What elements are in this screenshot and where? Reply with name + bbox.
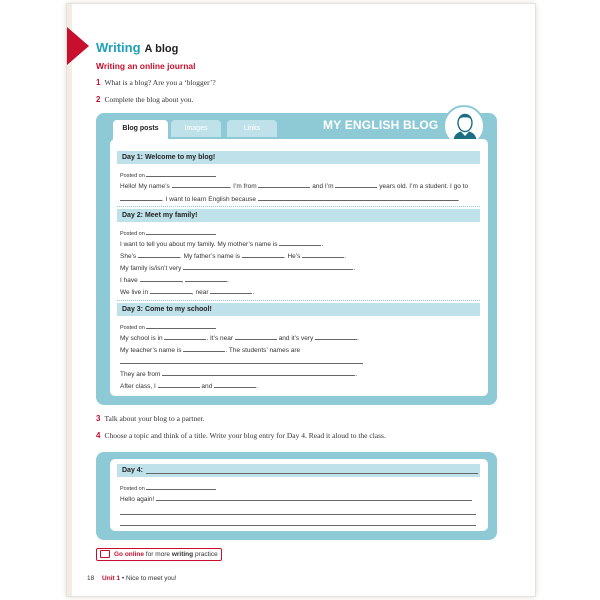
day2-line3: My family is/isn’t very . [120,265,356,272]
tab-blog-posts[interactable]: Blog posts [113,120,168,140]
from-where-blank[interactable] [162,370,355,376]
school-in-blank[interactable] [164,334,206,340]
day2-line1: I want to tell you about my family. My mother’s name is . [120,241,324,248]
page-footer: 18 Unit 1 • Nice to meet you! [87,575,177,582]
day1-date-blank[interactable] [146,171,216,177]
day2-date-blank[interactable] [146,229,216,235]
have-blank-1[interactable] [140,276,182,282]
after-class-blank-2[interactable] [214,382,256,388]
unit-label: Unit 1 [102,575,121,582]
day4-greeting: Hello again! [120,495,472,503]
divider [117,206,480,207]
day1-heading: Day 1: Welcome to my blog! [117,151,480,164]
school-blank[interactable] [120,195,162,201]
name-blank[interactable] [172,182,230,188]
day1-line2: . I want to learn English because . [120,195,460,203]
day2-posted: Posted on [120,229,216,237]
day3-posted: Posted on [120,323,216,331]
day4-heading: Day 4: [117,464,480,477]
day3-line2: My teacher’s name is . The students’ names are [120,347,301,354]
online-icon [100,550,110,558]
school-near-blank[interactable] [235,334,277,340]
day2-line4: I have , . [120,277,229,284]
day3-line5: After class, I and . [120,383,258,390]
near-blank[interactable] [210,288,252,294]
day4-line-2[interactable] [120,514,476,515]
day1-posted: Posted on [120,171,216,179]
day4-posted: Posted on [120,484,216,492]
unit-title: Nice to meet you! [126,575,177,582]
he-blank[interactable] [302,252,344,258]
day3-line4: They are from . [120,371,358,378]
day4-date-blank[interactable] [146,484,216,490]
day1-line1: Hello! My name’s . I’m from and I’m years old. I’m a student. I go to [120,183,469,190]
page-edge [67,4,72,596]
family-blank[interactable] [183,264,353,270]
day4-line-1[interactable] [156,495,472,501]
day4-title-blank[interactable] [146,473,478,474]
page-title [96,40,178,55]
section-flag [67,27,89,65]
question-2: 2 Complete the blog about you. [96,95,194,104]
section-label: Writing [96,40,141,55]
from-blank[interactable] [258,182,310,188]
have-blank-2[interactable] [185,276,227,282]
divider [117,300,480,301]
day2-line2: She’s . My father’s name is . He’s . [120,253,346,260]
age-blank[interactable] [335,182,377,188]
question-1: 1 What is a blog? Are you a ‘blogger’? [96,78,216,87]
go-online-link[interactable]: Go online for more writing practice [96,548,222,561]
day2-heading: Day 2: Meet my family! [117,209,480,222]
live-blank[interactable] [150,288,192,294]
teacher-blank[interactable] [183,346,225,352]
blog-title: MY ENGLISH BLOG [323,118,439,132]
topic-label: A blog [144,43,179,55]
reason-blank[interactable] [258,195,458,201]
day3-line1: My school is in . It’s near and it’s very . [120,335,359,342]
question-3: 3 Talk about your blog to a partner. [96,414,205,423]
day4-line-3[interactable] [120,525,476,526]
students-blank[interactable] [120,363,363,364]
day3-heading: Day 3: Come to my school! [117,303,480,316]
she-blank[interactable] [138,252,180,258]
subtitle: Writing an online journal [96,61,196,71]
father-blank[interactable] [242,252,284,258]
page-number: 18 [87,575,95,582]
user-avatar-icon [451,112,479,142]
after-class-blank-1[interactable] [158,382,200,388]
day2-line5: We live in , near . [120,289,255,296]
tab-images[interactable]: Images [171,120,221,137]
school-very-blank[interactable] [315,334,357,340]
day3-date-blank[interactable] [146,323,216,329]
question-4: 4 Choose a topic and think of a title. Write your blog entry for Day 4. Read it aloud to the class. [96,431,386,440]
mother-blank[interactable] [279,240,321,246]
tab-links[interactable]: Links [227,120,277,137]
